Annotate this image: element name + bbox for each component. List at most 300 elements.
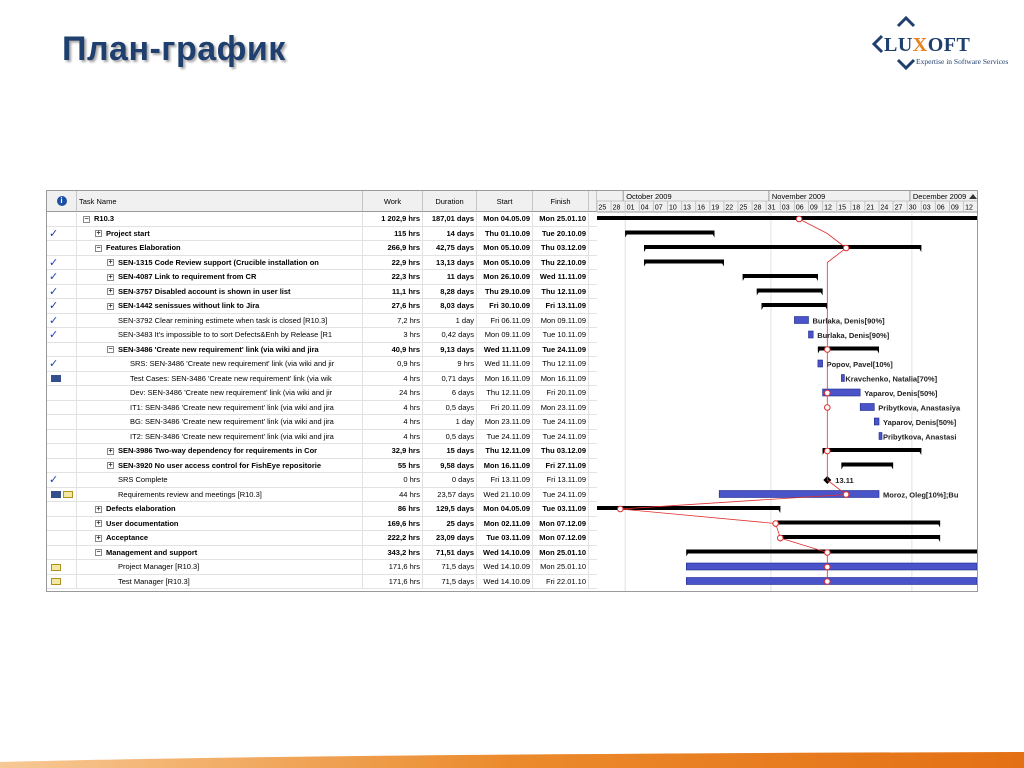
footer-band: [0, 752, 1024, 768]
table-row[interactable]: [47, 285, 597, 300]
expand-icon[interactable]: +: [96, 520, 101, 528]
task-name-cell[interactable]: [77, 285, 363, 299]
day-label: 07: [654, 204, 663, 212]
work-cell: 4 hrs: [363, 372, 423, 386]
finish-cell: Tue 24.11.09: [533, 430, 589, 444]
start-cell: Mon 04.05.09: [477, 502, 533, 516]
task-bar: [841, 375, 844, 382]
start-cell: Fri 13.11.09: [477, 473, 533, 487]
task-name: User documentation: [106, 518, 179, 528]
finish-cell: Fri 20.11.09: [533, 386, 589, 400]
expand-icon[interactable]: +: [108, 273, 113, 281]
task-name-cell[interactable]: [77, 401, 363, 415]
duration-cell: 1 day: [423, 314, 477, 328]
row-indicator: [47, 560, 77, 574]
work-cell: 266,9 hrs: [363, 241, 423, 255]
row-indicator: [47, 459, 77, 473]
task-name: Dev: SEN-3486 'Create new requirement' link (via wiki and jir: [130, 388, 333, 397]
expand-icon[interactable]: +: [96, 230, 101, 238]
start-cell: Tue 24.11.09: [477, 430, 533, 444]
indicators-header[interactable]: [47, 191, 77, 212]
task-name-cell[interactable]: [77, 299, 363, 313]
work-cell: 222,2 hrs: [363, 531, 423, 545]
table-row[interactable]: [47, 502, 597, 517]
day-label: 25: [739, 204, 748, 212]
table-row[interactable]: [47, 444, 597, 459]
duration-cell: 129,5 days: [423, 502, 477, 516]
day-label: 28: [753, 204, 762, 212]
start-cell: Mon 16.11.09: [477, 372, 533, 386]
task-name-cell[interactable]: [77, 386, 363, 400]
duration-cell: 8,03 days: [423, 299, 477, 313]
summary-bar: [776, 521, 941, 525]
expand-icon[interactable]: +: [108, 447, 113, 455]
finish-cell: Mon 07.12.09: [533, 531, 589, 545]
collapse-icon[interactable]: −: [96, 244, 101, 252]
work-cell: 24 hrs: [363, 386, 423, 400]
note-icon: [51, 564, 61, 571]
task-name-cell[interactable]: [77, 444, 363, 458]
task-name-cell[interactable]: [77, 372, 363, 386]
start-cell: Mon 05.10.09: [477, 256, 533, 270]
work-cell: 4 hrs: [363, 415, 423, 429]
task-bar: [860, 404, 874, 411]
summary-bar: [841, 463, 893, 467]
resource-label: Yaparov, Denis[50%]: [864, 389, 938, 398]
table-row[interactable]: [47, 546, 597, 561]
work-header[interactable]: Work: [363, 191, 423, 212]
finish-cell: Mon 25.01.10: [533, 546, 589, 560]
table-row[interactable]: [47, 560, 597, 575]
day-label: 06: [936, 204, 945, 212]
task-name-cell[interactable]: [77, 328, 363, 342]
start-cell: Wed 11.11.09: [477, 343, 533, 357]
duration-cell: 0 days: [423, 473, 477, 487]
table-row[interactable]: [47, 343, 597, 358]
task-name: SEN-3986 Two-way dependency for requirements in Cor: [118, 446, 318, 455]
expand-icon[interactable]: +: [96, 534, 101, 542]
day-label: 21: [866, 204, 875, 212]
day-label: 30: [908, 204, 917, 212]
progress-marker: [843, 492, 849, 498]
progress-marker: [796, 216, 802, 222]
task-name: SEN-4087 Link to requirement from CR: [118, 272, 257, 281]
row-indicator: [47, 256, 77, 270]
finish-cell: Tue 24.11.09: [533, 488, 589, 502]
task-name: Test Cases: SEN-3486 'Create new requirement' link (via wik: [130, 373, 332, 383]
task-name-cell[interactable]: [77, 357, 363, 371]
table-row[interactable]: [47, 241, 597, 256]
task-name-header[interactable]: Task Name: [77, 191, 363, 212]
row-indicator: [47, 575, 77, 589]
row-indicator: [47, 299, 77, 313]
task-name-cell[interactable]: [77, 531, 363, 545]
logo-tagline: Expertise in Software Services: [916, 57, 1009, 66]
row-indicator: [47, 546, 77, 560]
start-cell: Wed 14.10.09: [477, 575, 533, 589]
logo-wordmark: LUXOFT: [884, 34, 971, 56]
progress-marker: [825, 564, 831, 570]
expand-icon[interactable]: +: [108, 302, 113, 310]
task-name: BG: SEN-3486 'Create new requirement' link (via wiki and jira: [130, 417, 334, 426]
task-name: IT1: SEN-3486 'Create new requirement' link (via wiki and jira: [130, 402, 334, 412]
task-name-cell[interactable]: [77, 459, 363, 473]
row-indicator: [47, 517, 77, 531]
work-cell: 169,6 hrs: [363, 517, 423, 531]
summary-bar: [597, 216, 977, 220]
row-indicator: [47, 531, 77, 545]
task-name-cell[interactable]: [77, 502, 363, 516]
finish-cell: Mon 09.11.09: [533, 314, 589, 328]
work-cell: 0,9 hrs: [363, 357, 423, 371]
task-name: Test Manager [R10.3]: [118, 576, 190, 586]
progress-marker: [773, 521, 779, 527]
finish-header[interactable]: Finish: [533, 191, 589, 212]
table-row[interactable]: [47, 488, 597, 503]
task-name: R10.3: [94, 214, 115, 223]
task-name: Project Manager [R10.3]: [118, 562, 200, 571]
work-cell: 11,1 hrs: [363, 285, 423, 299]
completed-check-icon: ✓: [49, 358, 59, 370]
row-indicator: [47, 357, 77, 371]
task-bar: [879, 433, 882, 440]
start-cell: Mon 09.11.09: [477, 328, 533, 342]
duration-cell: 187,01 days: [423, 212, 477, 226]
completed-check-icon: ✓: [49, 329, 59, 341]
start-cell: Fri 20.11.09: [477, 401, 533, 415]
resource-label: Burlaka, Denis[90%]: [817, 331, 890, 340]
work-cell: 32,9 hrs: [363, 444, 423, 458]
task-name-cell[interactable]: [77, 488, 363, 502]
task-name-cell[interactable]: [77, 343, 363, 357]
task-name: SEN-3483 It's impossible to to sort Defects&Enh by Release [R1: [118, 330, 333, 339]
calendar-icon: [51, 375, 61, 382]
start-cell: Mon 23.11.09: [477, 415, 533, 429]
table-row[interactable]: [47, 212, 597, 227]
duration-cell: 0,5 days: [423, 430, 477, 444]
day-label: 15: [838, 204, 846, 212]
start-cell: Wed 14.10.09: [477, 560, 533, 574]
duration-cell: 1 day: [423, 415, 477, 429]
task-name: SRS Complete: [118, 475, 168, 484]
expand-icon[interactable]: +: [108, 462, 113, 470]
column-divider: [589, 191, 597, 212]
progress-marker: [825, 347, 831, 353]
resource-label: Yaparov, Denis[50%]: [883, 418, 957, 427]
progress-marker: [825, 579, 831, 585]
work-cell: 343,2 hrs: [363, 546, 423, 560]
work-cell: 44 hrs: [363, 488, 423, 502]
start-cell: Fri 06.11.09: [477, 314, 533, 328]
month-label: October 2009: [626, 192, 672, 201]
finish-cell: Tue 03.11.09: [533, 502, 589, 516]
day-label: 06: [795, 204, 804, 212]
table-row[interactable]: [47, 357, 597, 372]
row-indicator: [47, 488, 77, 502]
progress-marker: [825, 550, 831, 556]
day-label: 12: [824, 204, 832, 212]
task-name-cell[interactable]: [77, 546, 363, 560]
resource-label: Popov, Pavel[10%]: [826, 360, 893, 369]
work-cell: 40,9 hrs: [363, 343, 423, 357]
day-label: 10: [669, 204, 677, 212]
row-indicator: [47, 372, 77, 386]
progress-marker: [618, 506, 624, 512]
expand-icon[interactable]: +: [108, 259, 113, 267]
table-row[interactable]: [47, 401, 597, 416]
finish-cell: Tue 20.10.09: [533, 227, 589, 241]
start-cell: Thu 12.11.09: [477, 444, 533, 458]
duration-cell: 0,5 days: [423, 401, 477, 415]
task-name: Acceptance: [106, 533, 149, 542]
task-name-cell[interactable]: [77, 430, 363, 444]
task-name-cell[interactable]: [77, 517, 363, 531]
work-cell: 22,3 hrs: [363, 270, 423, 284]
task-name-cell[interactable]: [77, 560, 363, 574]
expand-icon[interactable]: +: [96, 505, 101, 513]
collapse-icon[interactable]: −: [108, 346, 113, 354]
task-name: Defects elaboration: [106, 504, 176, 513]
row-indicator: [47, 430, 77, 444]
summary-bar: [743, 274, 818, 278]
day-label: 09: [810, 204, 818, 212]
day-label: 25: [598, 204, 607, 212]
duration-cell: 0,71 days: [423, 372, 477, 386]
note-icon: [51, 578, 61, 585]
task-name: SEN-1315 Code Review support (Crucible installation on: [118, 257, 319, 267]
start-cell: Fri 30.10.09: [477, 299, 533, 313]
duration-cell: 14 days: [423, 227, 477, 241]
row-indicator: [47, 328, 77, 342]
finish-cell: Mon 25.01.10: [533, 560, 589, 574]
summary-bar: [644, 245, 921, 249]
duration-cell: 0,42 days: [423, 328, 477, 342]
duration-cell: 9 hrs: [423, 357, 477, 371]
task-name-cell[interactable]: [77, 227, 363, 241]
collapse-icon[interactable]: −: [84, 215, 89, 223]
month-label: December 2009: [912, 192, 967, 201]
finish-cell: Mon 16.11.09: [533, 372, 589, 386]
day-label: 18: [852, 204, 861, 212]
table-row[interactable]: [47, 256, 597, 271]
resource-label: Burlaka, Denis[90%]: [812, 316, 885, 326]
finish-cell: Thu 12.11.09: [533, 357, 589, 371]
row-indicator: [47, 241, 77, 255]
finish-cell: Fri 22.01.10: [533, 575, 589, 589]
table-row[interactable]: [47, 314, 597, 329]
work-cell: 171,6 hrs: [363, 575, 423, 589]
duration-cell: 8,28 days: [423, 285, 477, 299]
resource-label: Pribytkova, Anastasi: [883, 432, 957, 442]
resource-label: Pribytkova, Anastasiya: [878, 403, 961, 413]
table-row[interactable]: [47, 372, 597, 387]
task-name: SEN-3486 'Create new requirement' link (via wiki and jira: [118, 344, 319, 354]
summary-bar: [625, 231, 714, 235]
task-name-cell[interactable]: [77, 575, 363, 589]
finish-cell: Tue 24.11.09: [533, 415, 589, 429]
info-icon: i: [57, 196, 67, 206]
finish-cell: Tue 10.11.09: [533, 328, 589, 342]
duration-cell: 23,09 days: [423, 531, 477, 545]
progress-marker: [825, 405, 831, 411]
work-cell: 22,9 hrs: [363, 256, 423, 270]
ms-project-view: [46, 190, 978, 592]
task-name: SEN-3792 Clear remining estimete when task is closed [R10.3]: [118, 315, 328, 325]
start-cell: Mon 02.11.09: [477, 517, 533, 531]
task-name-cell[interactable]: [77, 314, 363, 328]
work-cell: 86 hrs: [363, 502, 423, 516]
work-cell: 115 hrs: [363, 227, 423, 241]
task-name: Features Elaboration: [106, 243, 181, 252]
day-label: 24: [880, 204, 889, 212]
duration-cell: 71,51 days: [423, 546, 477, 560]
start-cell: Wed 14.10.09: [477, 546, 533, 560]
table-row[interactable]: [47, 459, 597, 474]
table-row[interactable]: [47, 227, 597, 242]
progress-marker: [778, 535, 784, 541]
row-indicator: [47, 285, 77, 299]
progress-marker: [825, 448, 831, 454]
table-row[interactable]: [47, 270, 597, 285]
day-label: 13: [683, 204, 691, 212]
start-cell: Mon 26.10.09: [477, 270, 533, 284]
duration-cell: 25 days: [423, 517, 477, 531]
completed-check-icon: ✓: [49, 271, 59, 283]
resource-label: 13.11: [835, 476, 854, 485]
task-bar: [686, 563, 977, 570]
task-name-cell[interactable]: [77, 473, 363, 487]
row-indicator: [47, 473, 77, 487]
completed-check-icon: ✓: [49, 285, 59, 298]
summary-bar: [762, 303, 828, 307]
task-name: SRS: SEN-3486 'Create new requirement' link (via wiki and jir: [130, 359, 335, 368]
task-name-cell[interactable]: [77, 241, 363, 255]
duration-cell: 15 days: [423, 444, 477, 458]
day-label: 31: [767, 204, 776, 212]
task-name-cell[interactable]: [77, 415, 363, 429]
start-cell: Thu 01.10.09: [477, 227, 533, 241]
table-row[interactable]: [47, 473, 597, 488]
table-row[interactable]: [47, 517, 597, 532]
expand-icon[interactable]: +: [108, 288, 113, 296]
row-indicator: [47, 444, 77, 458]
finish-cell: Thu 12.11.09: [533, 285, 589, 299]
day-label: 19: [711, 204, 720, 212]
summary-bar: [644, 260, 724, 264]
slide-title: План-график: [62, 30, 286, 68]
work-cell: 7,2 hrs: [363, 314, 423, 328]
row-indicator: [47, 401, 77, 415]
work-cell: 0 hrs: [363, 473, 423, 487]
day-label: 12: [965, 204, 973, 212]
finish-cell: Thu 03.12.09: [533, 241, 589, 255]
duration-cell: 13,13 days: [423, 256, 477, 270]
task-name: Project start: [106, 228, 150, 238]
work-cell: 1 202,9 hrs: [363, 212, 423, 226]
task-bar: [686, 578, 977, 585]
summary-bar: [780, 535, 940, 539]
day-label: 28: [612, 204, 621, 212]
row-indicator: [47, 502, 77, 516]
completed-check-icon: ✓: [49, 474, 59, 486]
work-cell: 3 hrs: [363, 328, 423, 342]
row-indicator: [47, 314, 77, 328]
task-name: SEN-3920 No user access control for FishEye repositorie: [118, 460, 321, 470]
start-header[interactable]: Start: [477, 191, 533, 212]
start-cell: Wed 11.11.09: [477, 357, 533, 371]
finish-cell: Mon 25.01.10: [533, 212, 589, 226]
task-bar: [719, 491, 879, 498]
luxoft-logo: [870, 14, 1012, 74]
duration-cell: 9,58 days: [423, 459, 477, 473]
finish-cell: Thu 03.12.09: [533, 444, 589, 458]
completed-check-icon: ✓: [49, 227, 59, 240]
task-name: Management and support: [106, 547, 198, 557]
progress-marker: [843, 245, 849, 251]
work-cell: 27,6 hrs: [363, 299, 423, 313]
task-name-cell[interactable]: [77, 212, 363, 226]
completed-check-icon: ✓: [49, 256, 59, 269]
progress-marker: [825, 390, 831, 396]
finish-cell: Thu 22.10.09: [533, 256, 589, 270]
day-label: 04: [640, 204, 649, 212]
table-row[interactable]: [47, 430, 597, 445]
progress-line: [620, 219, 846, 582]
task-name-cell[interactable]: [77, 270, 363, 284]
duration-cell: 23,57 days: [423, 488, 477, 502]
finish-cell: Mon 23.11.09: [533, 401, 589, 415]
day-label: 22: [725, 204, 734, 212]
finish-cell: Tue 24.11.09: [533, 343, 589, 357]
start-cell: Wed 21.10.09: [477, 488, 533, 502]
finish-cell: Fri 27.11.09: [533, 459, 589, 473]
table-row[interactable]: [47, 299, 597, 314]
task-bar: [818, 360, 823, 367]
summary-bar: [757, 289, 823, 293]
duration-header[interactable]: Duration: [423, 191, 477, 212]
row-indicator: [47, 270, 77, 284]
work-cell: 55 hrs: [363, 459, 423, 473]
table-row[interactable]: [47, 415, 597, 430]
duration-cell: 42,75 days: [423, 241, 477, 255]
task-name: SEN-1442 senissues without link to Jira: [118, 301, 260, 310]
finish-cell: Fri 13.11.09: [533, 473, 589, 487]
duration-cell: 6 days: [423, 386, 477, 400]
task-name-cell[interactable]: [77, 256, 363, 270]
task-bar: [794, 317, 808, 324]
task-bar: [809, 331, 814, 338]
note-icon: [63, 491, 73, 498]
summary-bar: [823, 448, 922, 452]
completed-check-icon: ✓: [49, 300, 59, 312]
start-cell: Thu 29.10.09: [477, 285, 533, 299]
resource-label: Kravchenko, Natalia[70%]: [845, 374, 938, 384]
collapse-icon[interactable]: −: [96, 549, 101, 557]
finish-cell: Mon 07.12.09: [533, 517, 589, 531]
task-name: Requirements review and meetings [R10.3]: [118, 489, 262, 499]
gantt-chart: [597, 191, 977, 591]
table-row[interactable]: [47, 386, 597, 401]
resource-label: Moroz, Oleg[10%];Bu: [883, 490, 959, 500]
start-cell: Tue 03.11.09: [477, 531, 533, 545]
day-label: 03: [922, 204, 931, 212]
table-row[interactable]: [47, 575, 597, 590]
table-row[interactable]: [47, 531, 597, 546]
row-indicator: [47, 212, 77, 226]
table-row[interactable]: [47, 328, 597, 343]
task-name: IT2: SEN-3486 'Create new requirement' link (via wiki and jira: [130, 431, 334, 441]
day-label: 01: [626, 204, 635, 212]
